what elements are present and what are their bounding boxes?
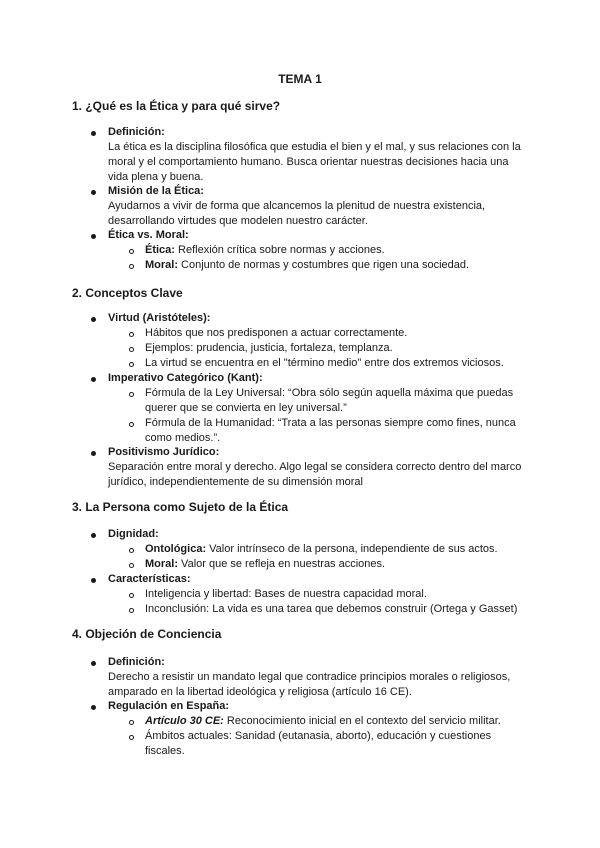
virtud-item: Hábitos que nos predisponen a actuar correctamente. [145,327,408,339]
articulo-30-item: Artículo 30 CE: Reconocimiento inicial en el contexto del servicio militar. [145,715,501,727]
ontologica-item: Ontológica: Valor intrínseco de la persona, independiente de sus actos. [145,543,498,555]
caracteristicas-item: Inteligencia y libertad: Bases de nuestra capacidad moral. [145,588,427,600]
bullet-dot [91,705,96,710]
sub-bullet-circle [129,264,134,269]
page-title: TEMA 1 [278,72,322,86]
sub-bullet-circle [129,548,134,553]
objecion-definicion-line: Derecho a resistir un mandato legal que contradice principios morales o religiosos, [108,671,511,683]
moral-item: Moral: Conjunto de normas y costumbres que rigen una sociedad. [145,259,470,271]
imperativo-label: Imperativo Categórico (Kant): [108,372,263,384]
sub-bullet-circle [129,332,134,337]
bullet-dot [91,377,96,382]
ambitos-item-line: fiscales. [145,745,185,757]
ambitos-item-line: Ámbitos actuales: Sanidad (eutanasia, aborto), educación y cuestiones [145,730,492,742]
bullet-dot [91,451,96,456]
imperativo-item-line: Fórmula de la Ley Universal: “Obra sólo según aquella máxima que puedas [145,387,514,399]
mision-text-line: Ayudarnos a vivir de forma que alcancemos la plenitud de nuestra existencia, [108,200,486,212]
imperativo-item-line: querer que se convierta en ley universal.” [145,402,347,414]
positivismo-label: Positivismo Jurídico: [108,446,220,458]
sub-bullet-circle [129,735,134,740]
sub-bullet-circle [129,249,134,254]
sub-bullet-circle [129,608,134,613]
definition-text-line: La ética es la disciplina filosófica que estudia el bien y el mal, y sus relaciones con la [108,141,521,153]
mision-text-line: desarrollando virtudes que modelen nuestro carácter. [108,215,368,227]
definition-label: Definición: [108,126,165,138]
mision-label: Misión de la Ética: [108,185,204,197]
positivismo-text-line: jurídico, independientemente de su dimensión moral [108,476,363,488]
definition-text-line: vida plena y buena. [108,171,204,183]
dignidad-label: Dignidad: [108,528,159,540]
imperativo-item-line: Fórmula de la Humanidad: “Trata a las personas siempre como fines, nunca [145,417,516,429]
caracteristicas-label: Características: [108,573,191,585]
objecion-definicion-line: amparado en la libertad ideológica y religiosa (artículo 16 CE). [108,686,412,698]
regulacion-label: Regulación en España: [108,700,230,712]
section-1-heading: 1. ¿Qué es la Ética y para qué sirve? [72,99,281,113]
bullet-dot [91,578,96,583]
section-3-heading: 3. La Persona como Sujeto de la Ética [72,500,289,514]
bullet-dot [91,661,96,666]
caracteristicas-item: Inconclusión: La vida es una tarea que debemos construir (Ortega y Gasset) [145,603,518,615]
etica-vs-moral-label: Ética vs. Moral: [108,229,189,241]
section-4-heading: 4. Objeción de Conciencia [72,627,222,641]
positivismo-text-line: Separación entre moral y derecho. Algo legal se considera correcto dentro del marco [108,461,522,473]
sub-bullet-circle [129,593,134,598]
sub-bullet-circle [129,563,134,568]
sub-bullet-circle [129,720,134,725]
sub-bullet-circle [129,422,134,427]
virtud-item: La virtud se encuentra en el "término medio" entre dos extremos viciosos. [145,357,504,369]
sub-bullet-circle [129,392,134,397]
virtud-label: Virtud (Aristóteles): [108,312,211,324]
etica-item: Ética: Reflexión crítica sobre normas y acciones. [145,244,385,256]
moral-item: Moral: Valor que se refleja en nuestras acciones. [145,558,386,570]
definition-text-line: moral y el comportamiento humano. Busca orientar nuestras decisiones hacia una [108,156,509,168]
objecion-definicion-label: Definición: [108,656,165,668]
virtud-item: Ejemplos: prudencia, justicia, fortaleza, templanza. [145,342,393,354]
bullet-dot [91,131,96,136]
sub-bullet-circle [129,347,134,352]
bullet-dot [91,234,96,239]
bullet-dot [91,317,96,322]
bullet-dot [91,533,96,538]
sub-bullet-circle [129,362,134,367]
section-2-heading: 2. Conceptos Clave [72,286,183,300]
imperativo-item-line: como medios.”. [145,432,221,444]
bullet-dot [91,190,96,195]
